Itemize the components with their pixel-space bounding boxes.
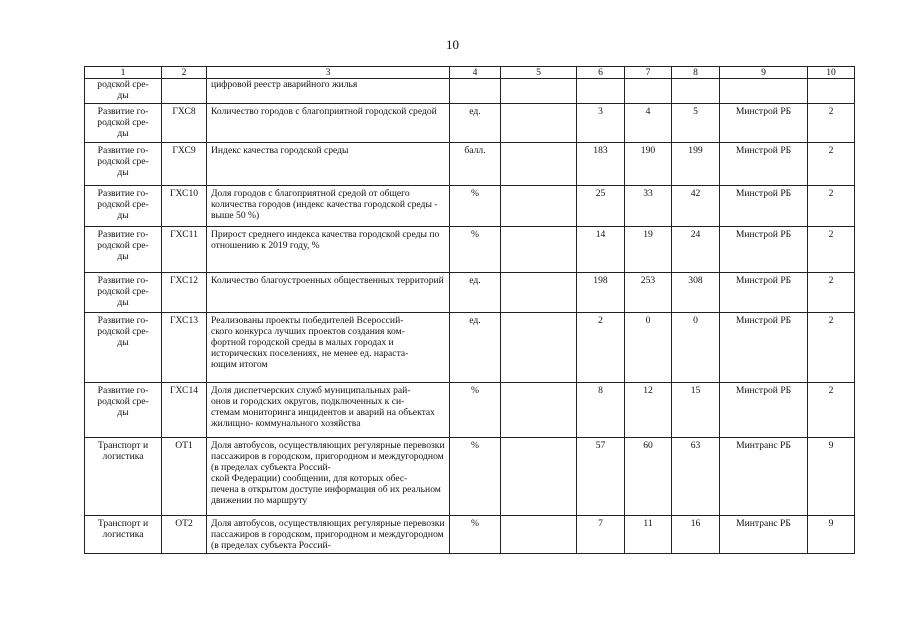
- cell-value-3: [672, 79, 720, 104]
- cell-value-1: 8: [577, 383, 625, 438]
- table-row: [85, 104, 855, 143]
- table-row: [85, 313, 855, 383]
- table-row: [85, 143, 855, 186]
- cell-ref: 2: [808, 104, 855, 143]
- cell-responsible: Минстрой РБ: [720, 313, 808, 383]
- cell-responsible: Минстрой РБ: [720, 104, 808, 143]
- cell-empty: [501, 227, 577, 273]
- cell-direction: родской сре- ды: [85, 79, 162, 104]
- cell-value-3: 16: [672, 516, 720, 554]
- cell-empty: [501, 313, 577, 383]
- cell-unit: ед.: [450, 313, 501, 383]
- column-number-row: [85, 67, 855, 79]
- cell-value-1: 183: [577, 143, 625, 186]
- cell-direction: Развитие го- родской сре- ды: [85, 143, 162, 186]
- cell-ref: [808, 79, 855, 104]
- cell-responsible: Минтранс РБ: [720, 438, 808, 516]
- indicators-table: [84, 66, 855, 554]
- table-row: [85, 438, 855, 516]
- cell-value-2: 60: [625, 438, 672, 516]
- cell-empty: [501, 104, 577, 143]
- cell-value-3: 63: [672, 438, 720, 516]
- column-header: 10: [808, 67, 855, 79]
- cell-value-3: 15: [672, 383, 720, 438]
- cell-direction: Развитие го- родской сре- ды: [85, 104, 162, 143]
- cell-empty: [501, 79, 577, 104]
- cell-value-2: 12: [625, 383, 672, 438]
- cell-value-3: 199: [672, 143, 720, 186]
- cell-value-1: 7: [577, 516, 625, 554]
- cell-unit: [450, 79, 501, 104]
- cell-unit: %: [450, 383, 501, 438]
- table-row: [85, 186, 855, 227]
- page-number: 10: [446, 37, 459, 52]
- cell-value-3: 24: [672, 227, 720, 273]
- cell-indicator: цифровой реестр аварийного жилья: [207, 79, 450, 104]
- cell-responsible: Минстрой РБ: [720, 383, 808, 438]
- cell-responsible: Минстрой РБ: [720, 186, 808, 227]
- cell-indicator: Количество городов с благоприятной городской средой: [207, 104, 450, 143]
- cell-unit: %: [450, 227, 501, 273]
- cell-value-2: 33: [625, 186, 672, 227]
- column-header: 2: [162, 67, 207, 79]
- cell-empty: [501, 273, 577, 313]
- cell-value-2: 4: [625, 104, 672, 143]
- cell-empty: [501, 383, 577, 438]
- cell-code: ГХС10: [162, 186, 207, 227]
- cell-responsible: Минстрой РБ: [720, 227, 808, 273]
- cell-value-2: 0: [625, 313, 672, 383]
- cell-code: ГХС12: [162, 273, 207, 313]
- cell-value-1: 14: [577, 227, 625, 273]
- cell-value-2: 19: [625, 227, 672, 273]
- cell-indicator: Доля автобусов, осуществляющих регулярные перевозки пассажиров в городском, пригородном и междугородном (в пределах субъекта Россий-: [207, 516, 450, 554]
- cell-direction: Развитие го- родской сре- ды: [85, 186, 162, 227]
- cell-value-2: 253: [625, 273, 672, 313]
- cell-unit: %: [450, 438, 501, 516]
- cell-empty: [501, 186, 577, 227]
- column-header: 4: [450, 67, 501, 79]
- cell-unit: %: [450, 186, 501, 227]
- cell-indicator: Количество благоустроенных общественных территорий: [207, 273, 450, 313]
- cell-direction: Транспорт и логистика: [85, 438, 162, 516]
- table-row: [85, 516, 855, 554]
- column-header: 9: [720, 67, 808, 79]
- cell-code: ГХС11: [162, 227, 207, 273]
- cell-direction: Развитие го- родской сре- ды: [85, 273, 162, 313]
- cell-empty: [501, 516, 577, 554]
- cell-responsible: Минстрой РБ: [720, 143, 808, 186]
- cell-indicator: Индекс качества городской среды: [207, 143, 450, 186]
- cell-value-2: 190: [625, 143, 672, 186]
- cell-ref: 2: [808, 186, 855, 227]
- cell-responsible: [720, 79, 808, 104]
- cell-responsible: Минстрой РБ: [720, 273, 808, 313]
- cell-ref: 2: [808, 313, 855, 383]
- cell-ref: 9: [808, 438, 855, 516]
- cell-code: ОТ1: [162, 438, 207, 516]
- column-header: 1: [85, 67, 162, 79]
- cell-value-1: [577, 79, 625, 104]
- cell-value-1: 2: [577, 313, 625, 383]
- table-row: [85, 227, 855, 273]
- cell-value-3: 0: [672, 313, 720, 383]
- cell-ref: 9: [808, 516, 855, 554]
- column-header: 6: [577, 67, 625, 79]
- cell-value-2: 11: [625, 516, 672, 554]
- cell-code: ГХС9: [162, 143, 207, 186]
- cell-code: [162, 79, 207, 104]
- cell-direction: Развитие го- родской сре- ды: [85, 383, 162, 438]
- cell-ref: 2: [808, 273, 855, 313]
- cell-code: ГХС13: [162, 313, 207, 383]
- cell-direction: Развитие го- родской сре- ды: [85, 227, 162, 273]
- column-header: 3: [207, 67, 450, 79]
- cell-value-1: 57: [577, 438, 625, 516]
- cell-value-1: 198: [577, 273, 625, 313]
- cell-ref: 2: [808, 143, 855, 186]
- table-row: [85, 383, 855, 438]
- cell-empty: [501, 143, 577, 186]
- cell-value-2: [625, 79, 672, 104]
- cell-code: ОТ2: [162, 516, 207, 554]
- column-header: 7: [625, 67, 672, 79]
- cell-direction: Транспорт и логистика: [85, 516, 162, 554]
- cell-unit: ед.: [450, 104, 501, 143]
- cell-indicator: Прирост среднего индекса качества городской среды по отношению к 2019 году, %: [207, 227, 450, 273]
- cell-unit: %: [450, 516, 501, 554]
- cell-indicator: Доля диспетчерских служб муниципальных рай- онов и городских округов, подключенных к си- стемам мониторинга инцидентов и аварий на объектах жилищно- коммунального хозяйства: [207, 383, 450, 438]
- cell-unit: балл.: [450, 143, 501, 186]
- cell-value-3: 308: [672, 273, 720, 313]
- cell-ref: 2: [808, 383, 855, 438]
- cell-value-3: 5: [672, 104, 720, 143]
- cell-indicator: Доля автобусов, осуществляющих регулярные перевозки пассажиров в городском, пригородном и междугородном (в пределах субъекта Россий- ской Федерации) сообщении, для которых обес- печена в открытом доступе информация об их реальном движении по маршруту: [207, 438, 450, 516]
- cell-direction: Развитие го- родской сре- ды: [85, 313, 162, 383]
- cell-empty: [501, 438, 577, 516]
- cell-indicator: Доля городов с благоприятной средой от общего количества городов (индекс качества городской среды - выше 50 %): [207, 186, 450, 227]
- cell-ref: 2: [808, 227, 855, 273]
- table-row: [85, 79, 855, 104]
- cell-value-1: 3: [577, 104, 625, 143]
- column-header: 8: [672, 67, 720, 79]
- column-header: 5: [501, 67, 577, 79]
- cell-code: ГХС8: [162, 104, 207, 143]
- cell-unit: ед.: [450, 273, 501, 313]
- cell-indicator: Реализованы проекты победителей Всероссий- ского конкурса лучших проектов создания ком- фортной городской среды в малых городах и исторических поселениях, не менее ед. нараста- ющим итогом: [207, 313, 450, 383]
- table-row: [85, 273, 855, 313]
- cell-value-3: 42: [672, 186, 720, 227]
- cell-responsible: Минтранс РБ: [720, 516, 808, 554]
- table-body: [85, 79, 855, 554]
- cell-code: ГХС14: [162, 383, 207, 438]
- cell-value-1: 25: [577, 186, 625, 227]
